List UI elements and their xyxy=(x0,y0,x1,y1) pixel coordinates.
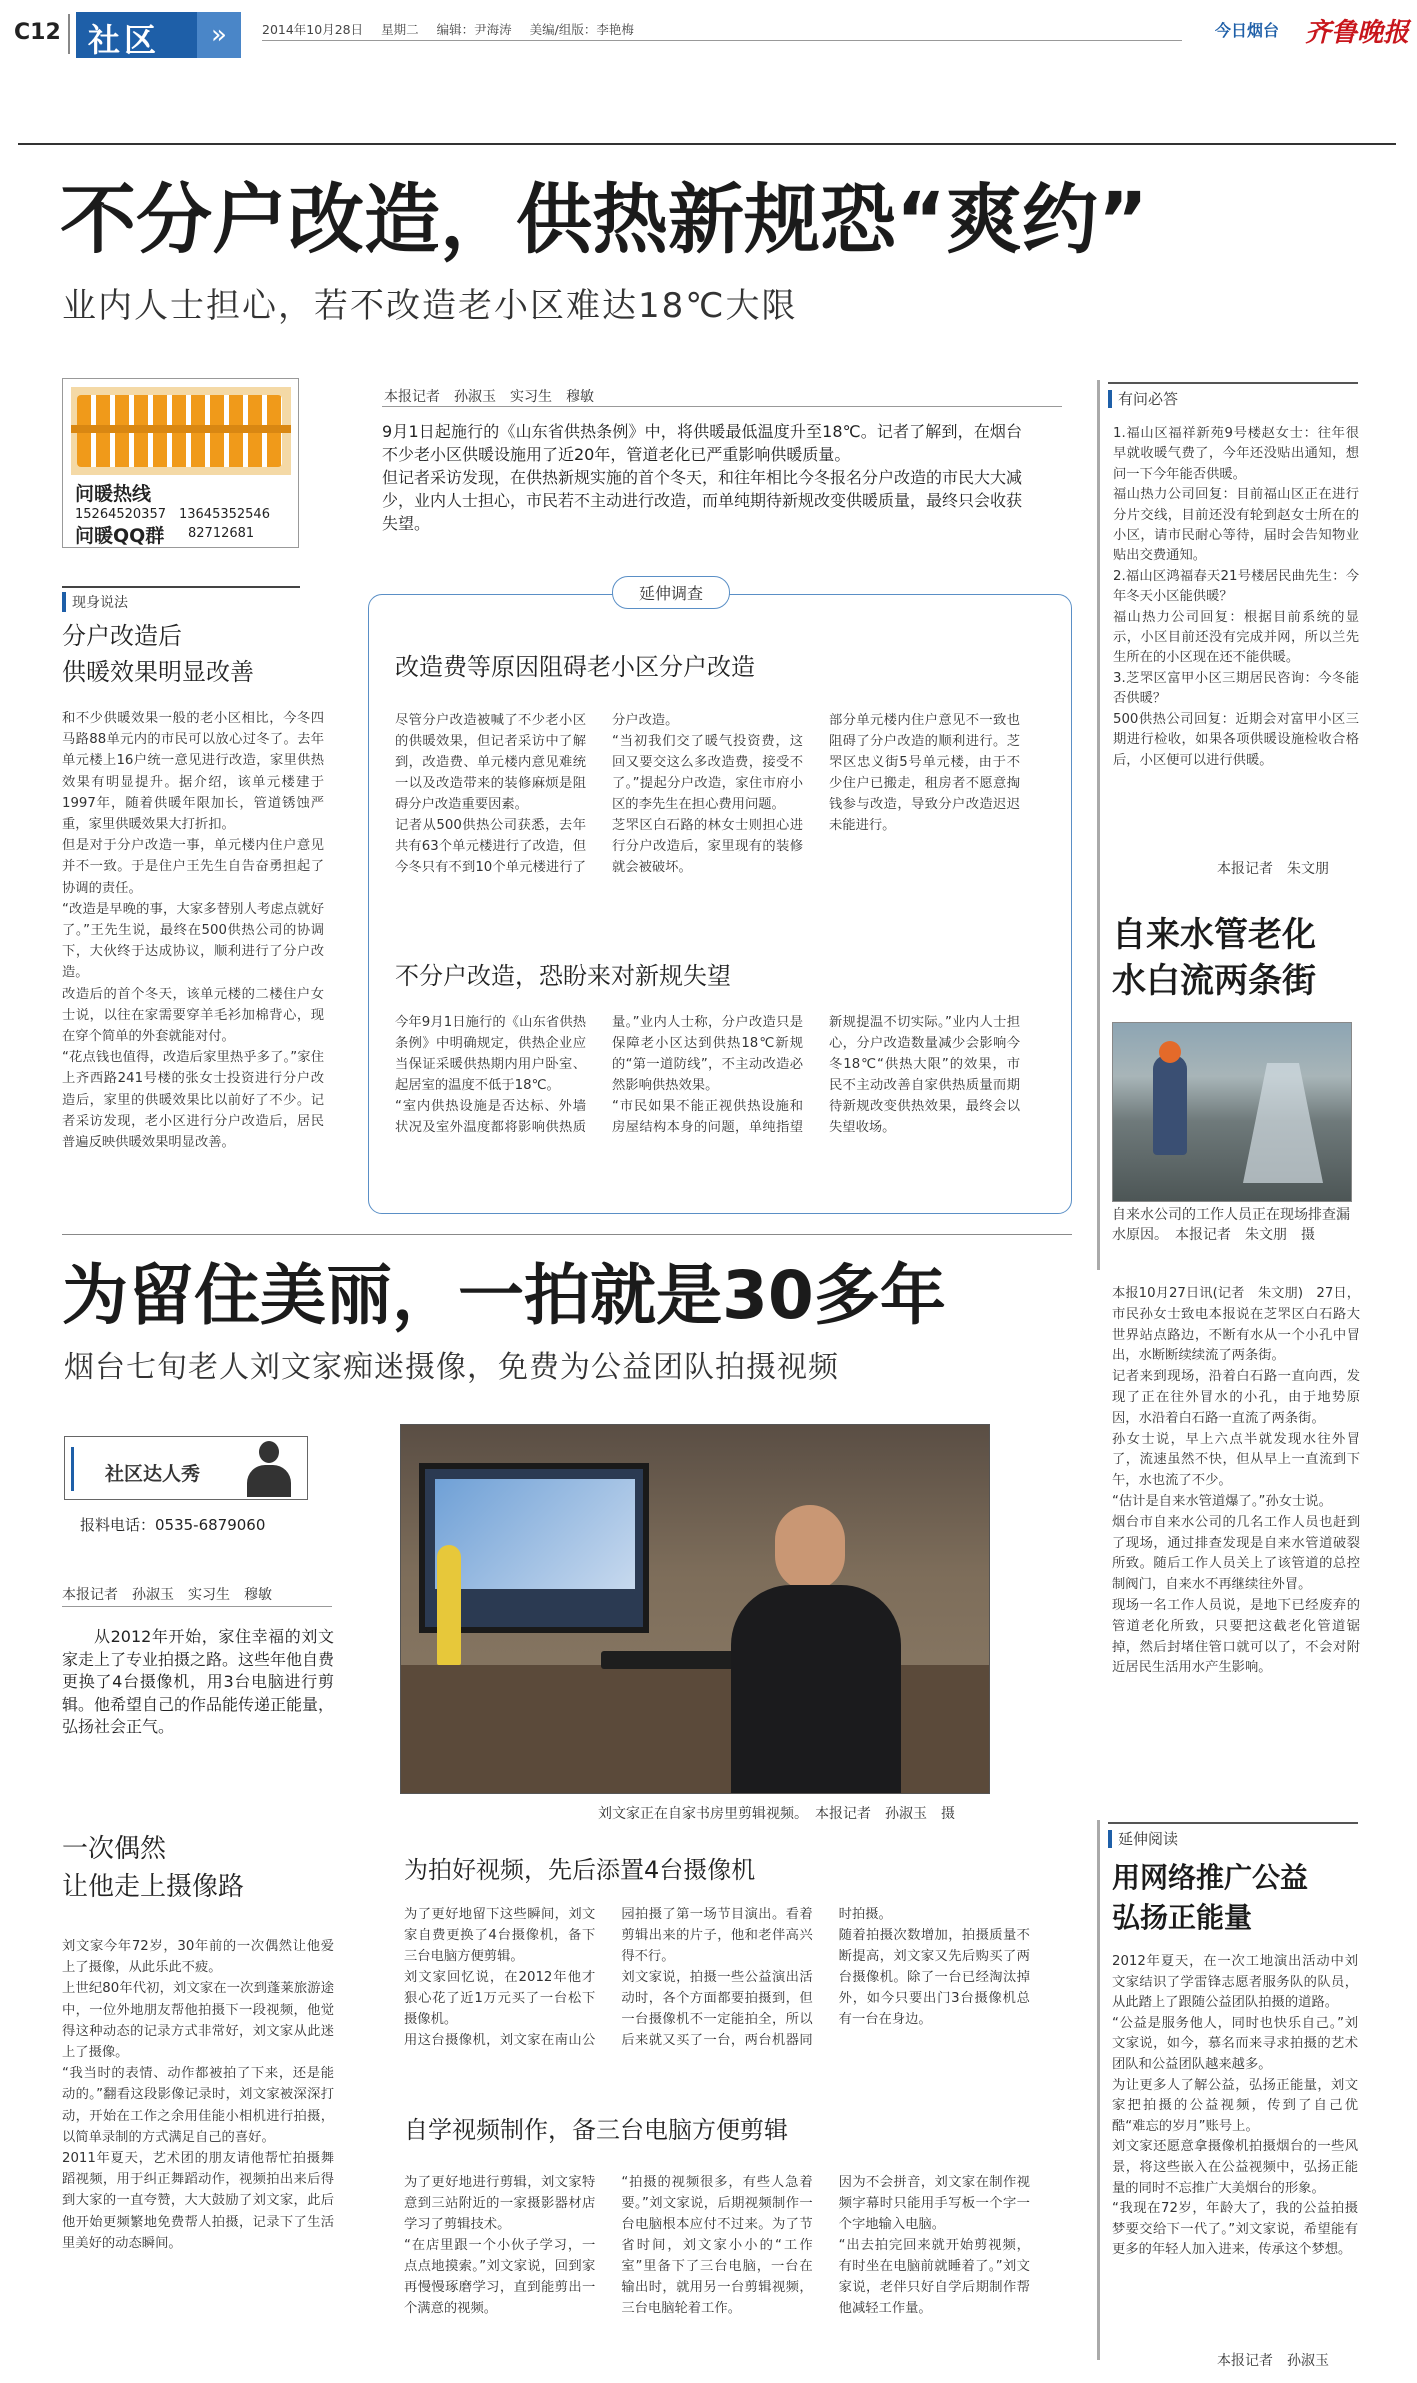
extension-s1-title: 改造费等原因阻碍老小区分户改造 xyxy=(395,653,755,681)
section-banner xyxy=(76,12,241,58)
editing-photo-caption: 刘文家正在自家书房里剪辑视频。 本报记者 孙淑玉 摄 xyxy=(598,1806,955,1822)
voice-tag-label: 现身说法 xyxy=(62,592,128,612)
badge-title: 社区达人秀 xyxy=(105,1463,201,1485)
water-photo-caption: 自来水公司的工作人员正在现场排查漏水原因。 本报记者 朱文朋 摄 xyxy=(1112,1207,1350,1243)
side-tag-label: 延伸阅读 xyxy=(1108,1830,1178,1848)
hotline-phones: 15264520357 13645352546 xyxy=(75,507,270,522)
water-photo xyxy=(1112,1022,1352,1202)
extension-s2-title: 不分户改造，恐盼来对新规失望 xyxy=(395,962,731,990)
newspaper-logo: 齐鲁晚报 xyxy=(1305,18,1410,48)
issue-date: 2014年10月28日 xyxy=(262,22,364,37)
side-byline: 本报记者 孙淑玉 xyxy=(1217,2353,1329,2369)
hotline-title: 问暖热线 xyxy=(75,483,152,505)
article1-headline: 不分户改造，供热新规恐“爽约” xyxy=(60,175,1148,264)
report-phone: 报料电话：0535-6879060 xyxy=(80,1516,266,1534)
header-meta xyxy=(262,20,634,38)
qa-byline: 本报记者 朱文朋 xyxy=(1217,861,1329,877)
article2-subhead: 烟台七旬老人刘文家痴迷摄像，免费为公益团队拍摄视频 xyxy=(64,1350,839,1385)
heating-hotline-box xyxy=(62,378,299,548)
extension-s2-body: 今年9月1日施行的《山东省供热条例》中明确规定，供热企业应当保证采暖供热期内用户卧室、起居室的温度不低于18℃。 “室内供热设施是否达标、外墙状况及室外温度都将影响供热质量。”业内人士称，分户改造只是保障老小区达到供热18℃新规的“第一道防线”，不主动改造必然影响供热效果。 “市民如果不能正视供热设施和房屋结构本身的问题，单纯指望新规提温不切实际。”业内人士担心，分户改造数量减少会影响今冬18℃“供热大限”的效果，市民不主动改善自家供热质量而期待新规改变供热效果，最终会以失望收场。 xyxy=(395,1015,1020,1135)
desk-lamp-icon xyxy=(437,1545,461,1665)
section-title: 社区 xyxy=(88,21,161,59)
sec2-title: 为拍好视频，先后添置4台摄像机 xyxy=(404,1856,756,1884)
article2-lead: 从2012年开始，家住幸福的刘文家走上了专业拍摄之路。这些年他自费更换了4台摄像机，用3台电脑进行剪辑。他希望自己的作品能传递正能量，弘扬社会正气。 xyxy=(62,1627,335,1736)
man-figure-icon xyxy=(721,1505,901,1794)
community-talent-badge xyxy=(64,1436,308,1500)
page-number: C12 xyxy=(14,20,61,45)
extension-s1-body: 尽管分户改造被喊了不少老小区的供暖效果，但记者采访中了解到，改造费、单元楼内意见难统一以及改造带来的装修麻烦是阻碍分户改造重要因素。 记者从500供热公司获悉，去年共有63个单元楼进行了改造，但今冬只有不到10个单元楼进行了分户改造。 “当初我们交了暖气投资费，这回又要交这么多改造费，接受不了。”提起分户改造，家住市府小区的李先生在担心费用问题。 芝罘区白石路的林女士则担心进行分户改造后，家里现有的装修就会被破坏。 部分单元楼内住户意见不一致也阻碍了分户改造的顺利进行。芝罘区忠义街5号单元楼，由于不少住户已搬走，租房者不愿意掏钱参与改造，导致分户改造迟迟未能进行。 xyxy=(395,713,1020,875)
worker-figure-icon xyxy=(1153,1055,1187,1155)
sec3-body: 为了更好地进行剪辑，刘文家特意到三站附近的一家摄影器材店学习了剪辑技术。 “在店里跟一个小伙子学习，一点点地摸索。”刘文家说，回到家再慢慢琢磨学习，直到能剪出一个满意的视频。 “拍摄的视频很多，有些人急着要。”刘文家说，后期视频制作一台电脑根本应付不过来。为了节省时间，刘文家小小的“工作室”里备下了三台电脑，一台在输出时，就用另一台剪辑视频，三台电脑轮着工作。 因为不会拼音，刘文家在制作视频字幕时只能用手写板一个字一个字地输入电脑。 “出去拍完回来就开始剪视频，有时坐在电脑前就睡着了。”刘文家说，老伴只好自学后期制作帮他减轻工作量。 xyxy=(404,2175,1030,2316)
side-title: 用网络推广公益 弘扬正能量 xyxy=(1112,1861,1309,1934)
extension-tag: 延伸调查 xyxy=(612,576,730,609)
qa-tag xyxy=(1108,382,1358,409)
hotline-qq-label: 问暖QQ群 xyxy=(75,525,165,547)
article2-headline: 为留住美丽，一拍就是30多年 xyxy=(62,1257,946,1334)
voice-body: 和不少供暖效果一般的老小区相比，今冬四马路88单元内的市民可以放心过冬了。去年单元楼上16户统一意见进行改造，家里供热效果有明显提升。据介绍，该单元楼建于1997年，随着供暖年限加长，管道锈蚀严重，家里供暖效果大打折扣。 但是对于分户改造一事，单元楼内住户意见并不一致。于是住户王先生自告奋勇担起了协调的责任。 “改造是早晚的事，大家多替别人考虑点就好了。”王先生说，最终在500供热公司的协调下，大伙终于达成协议，顺利进行了分户改造。 改造后的首个冬天，该单元楼的二楼住户女士说，以往在家需要穿羊毛衫加棉背心，现在穿个简单的外套就能对付。 “花点钱也值得，改造后家里热乎多了。”家住上齐西路241号楼的张女士投资进行分户改造后，家里的供暖效果比以前好了不少。记者采访发现，老小区进行分户改造后，居民普遍反映供暖效果明显改善。 xyxy=(62,711,324,1151)
sec1-body: 刘文家今年72岁，30年前的一次偶然让他爱上了摄像，从此乐此不疲。 上世纪80年代初，刘文家在一次到蓬莱旅游途中，一位外地朋友帮他拍摄下一段视频，他觉得这种动态的记录方式非常好，刘文家从此迷上了摄像。 “我当时的表情、动作都被拍了下来，还是能动的。”翻看这段影像记录时，刘文家被深深打动，开始在工作之余用佳能小相机进行拍摄，以简单录制的方式满足自己的喜好。 2011年夏天，艺术团的朋友请他帮忙拍摄舞蹈视频，用于纠正舞蹈动作，视频拍出来后得到大家的一直夸赞，大大鼓励了刘文家，此后他开始更频繁地免费帮人拍摄，记录下了生活里美好的动态瞬间。 xyxy=(62,1939,334,2251)
qa-tag-label: 有问必答 xyxy=(1108,390,1178,408)
editor: 编辑：尹海涛 xyxy=(436,22,512,37)
qa-body: 1.福山区福祥新苑9号楼赵女士：往年很早就收暖气费了，今年还没贴出通知，想问一下今年能否供暖。 福山热力公司回复：目前福山区正在进行分片交线，目前还没有轮到赵女士所在的小区，请市民耐心等待，届时会告知物业贴出交费通知。 2.福山区鸿福春天21号楼居民曲先生：今年冬天小区能供暖？ 福山热力公司回复：根据目前系统的显示，小区目前还没有完成并网，所以兰先生所在的小区现在还不能供暖。 3.芝罘区富甲小区三期居民咨询：今冬能否供暖？ 500供热公司回复：近期会对富甲小区三期进行检收，如果各项供暖设施检收合格后，小区便可以进行供暖。 xyxy=(1113,426,1359,768)
side-body: 2012年夏天，在一次工地演出活动中刘文家结识了学雷锋志愿者服务队的队员，从此踏上了跟随公益团队拍摄的道路。 “公益是服务他人，同时也快乐自己。”刘文家说，如今，慕名而来寻求拍摄的艺术团队和公益团队越来越多。 为让更多人了解公益，弘扬正能量，刘文家把拍摄的公益视频，传到了自己优酷“难忘的岁月”账号上。 刘文家还愿意拿摄像机拍摄烟台的一些风景，将这些嵌入在公益视频中，弘扬正能量的同时不忘推广大美烟台的形象。 “我现在72岁，年龄大了，我的公益拍摄梦要交给下一代了。”刘文家说，希望能有更多的年轻人加入进来，传承这个梦想。 xyxy=(1112,1954,1358,2258)
sec1-title: 一次偶然 让他走上摄像路 xyxy=(62,1834,245,1902)
radiator-icon xyxy=(71,387,291,475)
voice-tag xyxy=(62,586,300,612)
article1-lead: 9月1日起施行的《山东省供热条例》中，将供暖最低温度升至18℃。记者了解到，在烟台不少老小区供暖设施用了近20年，管道老化已严重影响供暖质量。 但记者采访发现，在供热新规实施的首个冬天，和往年相比今冬报名分户改造的市民大大减少，业内人士担心，市民若不主动进行改造，而单纯期待新规改变供暖质量，最终只会收获失望。 xyxy=(382,422,1023,533)
page-header xyxy=(0,0,1417,75)
article2-byline: 本报记者 孙淑玉 实习生 穆敏 xyxy=(62,1587,272,1603)
sec2-body: 为了更好地留下这些瞬间，刘文家自费更换了4台摄像机，备下三台电脑方便剪辑。 刘文家回忆说，在2012年他才狠心花了近1万元买了一台松下摄像机。 用这台摄像机，刘文家在南山公园拍摄了第一场节目演出。看着剪辑出来的片子，他和老伴高兴得不行。 刘文家说，拍摄一些公益演出活动时，各个方面都要拍摄到，但一台摄像机不一定能拍全，所以后来就又买了一台，两台机器同时拍摄。 随着拍摄次数增加，拍摄质量不断提高，刘文家又先后购买了两台摄像机。除了一台已经淘汰掉外，如今只要出门3台摄像机总有一台在身边。 xyxy=(404,1907,1030,2048)
column-name: 今日烟台 xyxy=(1215,21,1280,40)
side-tag xyxy=(1108,1822,1358,1849)
voice-title: 分户改造后 供暖效果明显改善 xyxy=(62,622,254,686)
hotline-qq: 82712681 xyxy=(188,526,255,541)
person-silhouette-icon xyxy=(247,1441,291,1497)
article1-byline: 本报记者 孙淑玉 实习生 穆敏 xyxy=(384,389,594,405)
sec3-title: 自学视频制作，备三台电脑方便剪辑 xyxy=(404,2116,788,2144)
water-headline: 自来水管老化 水白流两条街 xyxy=(1112,915,1316,1001)
editing-photo xyxy=(400,1424,990,1794)
article1-subhead: 业内人士担心，若不改造老小区难达18℃大限 xyxy=(62,286,798,326)
art-editor: 美编/组版：李艳梅 xyxy=(529,22,634,37)
issue-weekday: 星期二 xyxy=(381,22,419,37)
double-chevron-icon: » xyxy=(197,12,241,58)
water-body: 本报10月27日讯(记者 朱文朋) 27日，市民孙女士致电本报说在芝罘区白石路大世界站点路边，不断有水从一个小孔中冒出，水断断续续流了两条街。 记者来到现场，沿着白石路一直向西，发现了正在往外冒水的小孔，由于地势原因，水沿着白石路一直流了两条街。 孙女士说，早上六点半就发现水往外冒了，流速虽然不快，但从早上一直流到下午，水也流了不少。 “估计是自来水管道爆了。”孙女士说。 烟台市自来水公司的几名工作人员也赶到了现场，通过排查发现是自来水管道破裂所致。随后工作人员关上了该管道的总控制阀门，自来水不再继续往外冒。 现场一名工作人员说，是地下已经废弃的管道老化所致，只要把这截老化管道锯掉，然后封堵住管口就可以了，不会对附近居民生活用水产生影响。 xyxy=(1112,1286,1360,1676)
